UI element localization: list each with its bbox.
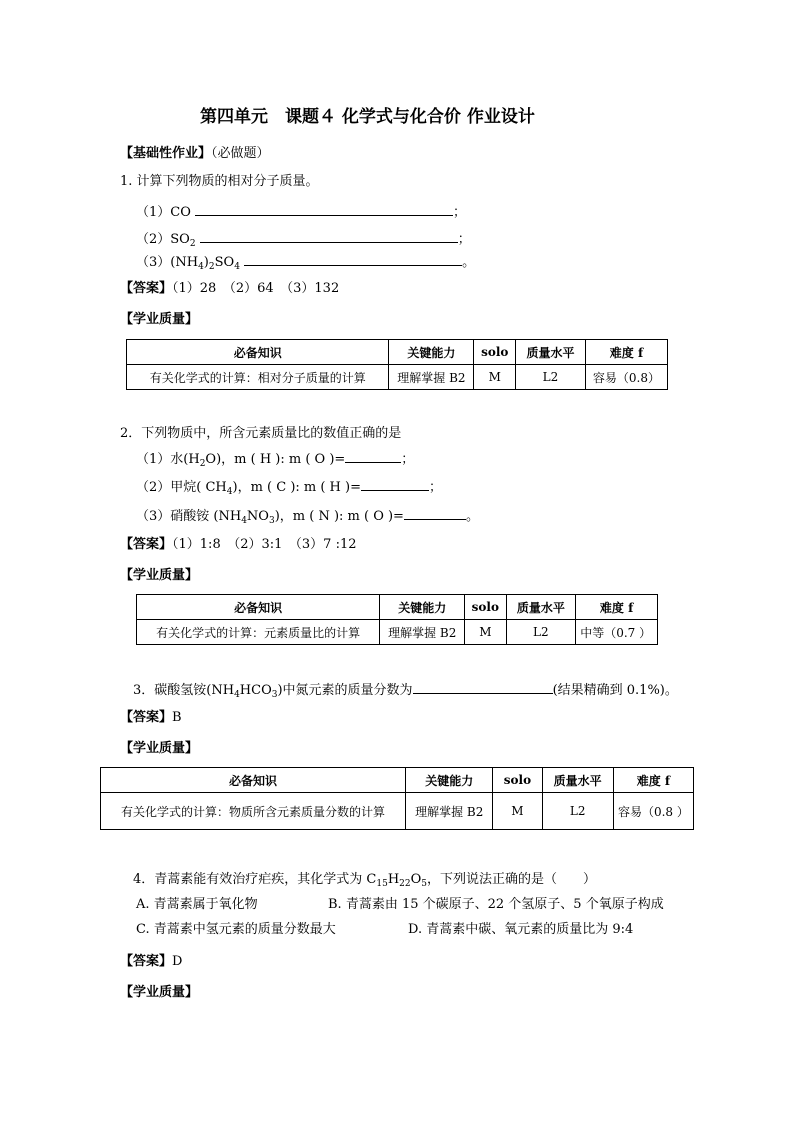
q4-option-d[interactable]: D. 青蒿素中碳、氧元素的质量比为 9:4: [408, 922, 634, 937]
section-label: 【基础性作业】: [120, 146, 212, 161]
table-header-row: 必备知识 关键能力 solo 质量水平 难度 f: [127, 340, 668, 365]
answer-blank[interactable]: [345, 448, 401, 463]
q4-quality-label: 【学业质量】: [120, 985, 199, 1000]
page-title: 第四单元 课题４ 化学式与化合价 作业设计: [200, 107, 535, 127]
q4-answer: 【答案】D: [120, 954, 183, 969]
q3-stem: 3．碳酸氢铵$(NH_4HCO_3)$中氮元素的质量分数为 (结果精确到 0.1%)。: [133, 679, 678, 704]
q1-quality-label: 【学业质量】: [120, 312, 199, 327]
section-note: （必做题）: [211, 146, 270, 161]
table-row: 有关化学式的计算：元素质量比的计算 理解掌握 B2 M L2 中等（0.7 ）: [137, 620, 658, 645]
table-header-row: 必备知识 关键能力 solo 质量水平 难度 f: [137, 595, 658, 620]
answer-blank[interactable]: [195, 201, 453, 216]
q2-answer: 【答案】（1）1:8 （2）3:1 （3）7 :12: [120, 537, 357, 552]
q2-quality-table: [136, 594, 658, 645]
q1-item-1: （1）CO ；: [136, 201, 466, 222]
table-header-row: 必备知识 关键能力 solo 质量水平 难度 f: [101, 768, 694, 793]
q1-quality-table: [126, 339, 668, 390]
q4-option-a[interactable]: A. 青蒿素属于氧化物: [136, 897, 258, 912]
q2-item-3: （3）硝酸铵 $(NH_4NO_3)$，m ( N ): m ( O )= 。: [136, 505, 479, 530]
q2-item-1: （1）水$(H_2O)$，m ( H ): m ( O )= ；: [136, 448, 414, 473]
section-header: [120, 145, 270, 163]
answer-blank[interactable]: [200, 228, 458, 243]
q2-stem: 2．下列物质中，所含元素质量比的数值正确的是: [120, 426, 402, 441]
table-row: 有关化学式的计算：物质所含元素质量分数的计算 理解掌握 B2 M L2 容易（0.8 ）: [101, 793, 694, 830]
q4-stem: 4．青蒿素能有效治疗疟疾，其化学式为 $C_{15}H_{22}O_5$，下列说法正确的是（ ）: [133, 872, 597, 889]
q1-answer: 【答案】（1）28 （2）64 （3）132: [120, 281, 340, 296]
q3-quality-label: 【学业质量】: [120, 741, 199, 756]
table-row: 有关化学式的计算：相对分子质量的计算 理解掌握 B2 M L2 容易（0.8）: [127, 365, 668, 390]
answer-blank[interactable]: [361, 476, 429, 491]
answer-blank[interactable]: [244, 251, 462, 266]
q3-answer: 【答案】B: [120, 710, 182, 725]
q1-item-3: $(3)(NH_4)_2SO_4$ 。: [136, 251, 475, 276]
q3-quality-table: [100, 767, 694, 830]
q2-quality-label: 【学业质量】: [120, 568, 199, 583]
q4-option-b[interactable]: B. 青蒿素由 15 个碳原子、22 个氢原子、5 个氧原子构成: [328, 897, 664, 912]
answer-blank[interactable]: [404, 505, 466, 520]
q4-option-c[interactable]: C. 青蒿素中氢元素的质量分数最大: [136, 922, 336, 937]
q2-item-2: （2）甲烷( $CH_4$)，m ( C ): m ( H )= ；: [136, 476, 442, 501]
q1-item-2: $(2)SO_2$ ；: [136, 228, 471, 253]
q1-stem: 1. 计算下列物质的相对分子质量。: [120, 174, 319, 189]
answer-blank[interactable]: [413, 679, 553, 694]
